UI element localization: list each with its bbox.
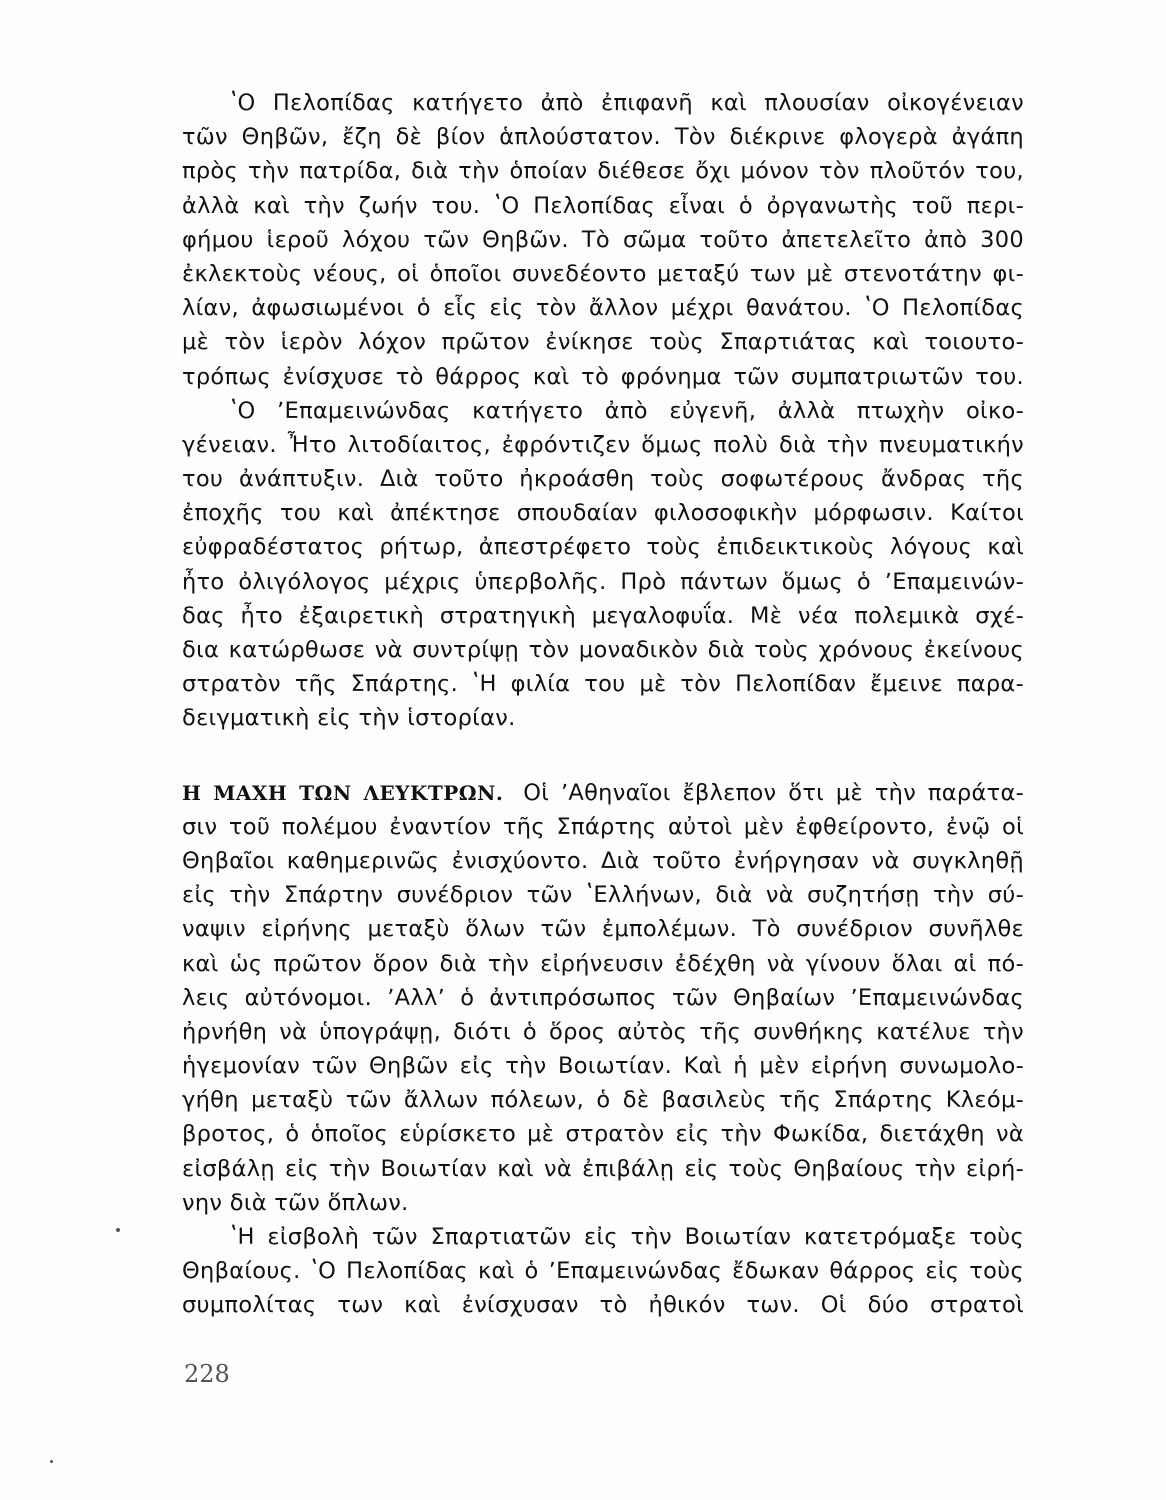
text-line: εἰς τὴν Σπάρτην συνέδριον τῶν ʽΕλλήνων, διὰ νὰ συζητήσῃ τὴν σύ- — [182, 882, 1024, 909]
paragraph-pelopidas — [182, 86, 1024, 394]
text-line: ʽΟ Πελοπίδας κατήγετο ἀπὸ ἐπιφανῆ καὶ πλουσίαν οἰκογένειαν — [230, 90, 1024, 116]
text-line: γένειαν. Ἦτο λιτοδίαιτος, ἐφρόντιζεν ὅμως πολὺ διὰ τὴν πνευματικήν — [182, 431, 1024, 458]
text-line: ʽΗ εἰσβολὴ τῶν Σπαρτιατῶν εἰς τὴν Βοιωτίαν κατετρόμαξε τοὺς — [230, 1224, 1024, 1250]
section-heading: Η ΜΑΧΗ ΤΩΝ ΛΕΥΚΤΡΩΝ. — [182, 780, 504, 805]
text-block — [182, 86, 1024, 1323]
text-line: βροτος, ὁ ὁποῖος εὑρίσκετο μὲ στρατὸν εἰς τὴν Φωκίδα, διετάχθη νὰ — [182, 1121, 1024, 1148]
paragraph-invasion — [182, 1220, 1024, 1323]
text-line: του ἀνάπτυξιν. Διὰ τοῦτο ἠκροάσθη τοὺς σοφωτέρους ἄνδρας τῆς — [182, 466, 1024, 493]
text-line: τῶν Θηβῶν, ἔζη δὲ βίον ἁπλούστατον. Τὸν διέκρινε φλογερὰ ἀγάπη — [182, 124, 1024, 151]
text-line: εὐφραδέστατος ρήτωρ, ἀπεστρέφετο τοὺς ἐπιδεικτικοὺς λόγους καὶ — [182, 534, 1024, 561]
section-gap — [182, 736, 1024, 776]
text-line: στρατὸν τῆς Σπάρτης. ʽΗ φιλία του μὲ τὸν Πελοπίδαν ἔμεινε παρα- — [182, 671, 1024, 698]
text-line: συμπολίτας των καὶ ἐνίσχυσαν τὸ ἠθικόν των. Οἱ δύο στρατοὶ — [182, 1292, 1024, 1319]
text-line: καὶ ὡς πρῶτον ὅρον διὰ τὴν εἰρήνευσιν ἐδέχθη νὰ γίνουν ὅλαι αἱ πό- — [182, 950, 1024, 977]
section-first-line — [182, 776, 1024, 810]
page-number: 228 — [184, 1360, 230, 1388]
text-line: εἰσβάλῃ εἰς τὴν Βοιωτίαν καὶ νὰ ἐπιβάλῃ εἰς τοὺς Θηβαίους τὴν εἰρή- — [182, 1155, 1024, 1182]
text-line: σιν τοῦ πολέμου ἐναντίον τῆς Σπάρτης αὐτοὶ μὲν ἐφθείροντο, ἐνῷ οἱ — [182, 813, 1024, 840]
text-line: νην διὰ τῶν ὅπλων. — [182, 1189, 409, 1216]
section-first-line-text: Οἱ ʼΑθηναῖοι ἔβλεπον ὅτι μὲ τὴν παράτα- — [523, 779, 1025, 806]
paragraph-epaminondas — [182, 394, 1024, 736]
margin-speck — [116, 1228, 120, 1232]
text-line: ἡγεμονίαν τῶν Θηβῶν εἰς τὴν Βοιωτίαν. Καὶ ἡ μὲν εἰρήνη συνωμολο- — [182, 1053, 1024, 1080]
text-line: φήμου ἱεροῦ λόχου τῶν Θηβῶν. Τὸ σῶμα τοῦτο ἀπετελεῖτο ἀπὸ 300 — [182, 226, 1024, 253]
text-line: ἦτο ὀλιγόλογος μέχρις ὑπερβολῆς. Πρὸ πάντων ὅμως ὁ ʼΕπαμεινών- — [182, 568, 1024, 595]
text-line: ἐκλεκτοὺς νέους, οἱ ὁποῖοι συνεδέοντο μεταξύ των μὲ στενοτάτην φι- — [182, 260, 1024, 287]
text-line: ναψιν εἰρήνης μεταξὺ ὅλων τῶν ἐμπολέμων. Τὸ συνέδριον συνῆλθε — [182, 916, 1024, 943]
text-line: πρὸς τὴν πατρίδα, διὰ τὴν ὁποίαν διέθεσε ὄχι μόνον τὸν πλοῦτόν του, — [182, 158, 1024, 185]
text-line: δας ἦτο ἐξαιρετικὴ στρατηγικὴ μεγαλοφυΐα. Μὲ νέα πολεμικὰ σχέ- — [182, 602, 1024, 629]
margin-speck — [50, 1460, 53, 1463]
text-line: ἀλλὰ καὶ τὴν ζωήν του. ʽΟ Πελοπίδας εἶναι ὁ ὀργανωτὴς τοῦ περι- — [182, 192, 1024, 219]
text-line: λίαν, ἀφωσιωμένοι ὁ εἷς εἰς τὸν ἄλλον μέχρι θανάτου. ʽΟ Πελοπίδας — [182, 295, 1024, 322]
text-line: τρόπως ἐνίσχυσε τὸ θάρρος καὶ τὸ φρόνημα τῶν συμπατριωτῶν του. — [182, 363, 1024, 390]
text-line: δια κατώρθωσε νὰ συντρίψῃ τὸν μοναδικὸν διὰ τοὺς χρόνους ἐκείνους — [182, 637, 1024, 663]
text-line: ʽΟ ʼΕπαμεινώνδας κατήγετο ἀπὸ εὐγενῆ, ἀλλὰ πτωχὴν οἰκο- — [230, 397, 1024, 424]
text-line: δειγματικὴ εἰς τὴν ἱστορίαν. — [182, 705, 516, 732]
text-line: λεις αὐτόνομοι. ʼΑλλʼ ὁ ἀντιπρόσωπος τῶν Θηβαίων ʼΕπαμεινώνδας — [182, 984, 1024, 1011]
text-line: Θηβαῖοι καθημερινῶς ἐνισχύοντο. Διὰ τοῦτο ἐνήργησαν νὰ συγκληθῇ — [182, 847, 1024, 874]
text-line: Θηβαίους. ʽΟ Πελοπίδας καὶ ὁ ʼΕπαμεινώνδας ἔδωκαν θάρρος εἰς τοὺς — [182, 1258, 1024, 1285]
section-leuctra — [182, 776, 1024, 1220]
text-line: ἠρνήθη νὰ ὑπογράψῃ, διότι ὁ ὅρος αὐτὸς τῆς συνθήκης κατέλυε τὴν — [182, 1018, 1024, 1045]
text-line: μὲ τὸν ἱερὸν λόχον πρῶτον ἐνίκησε τοὺς Σπαρτιάτας καὶ τοιουτο- — [182, 329, 1024, 356]
text-line: ἐποχῆς του καὶ ἀπέκτησε σπουδαίαν φιλοσοφικὴν μόρφωσιν. Καίτοι — [182, 500, 1024, 527]
text-line: γήθη μεταξὺ τῶν ἄλλων πόλεων, ὁ δὲ βασιλεὺς τῆς Σπάρτης Κλεόμ- — [182, 1087, 1024, 1114]
